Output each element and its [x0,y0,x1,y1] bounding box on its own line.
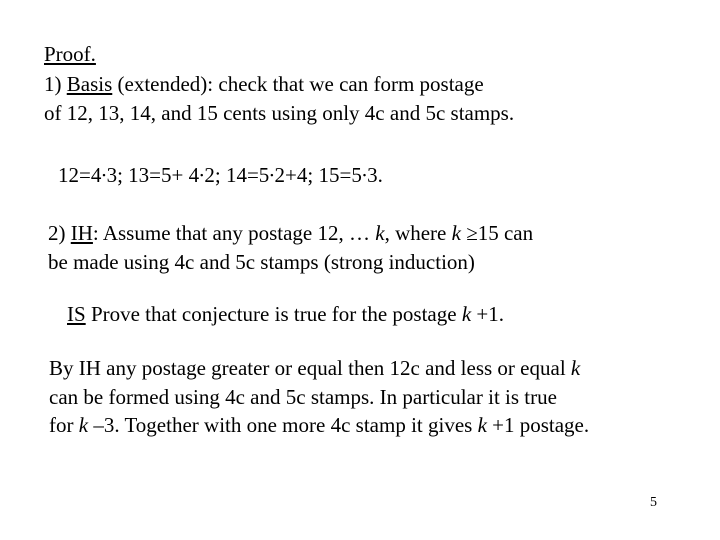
basis-equations-text: 12=4∙3; 13=5+ 4∙2; 14=5∙2+4; 15=5∙3. [58,163,383,187]
basis-equations [58,161,383,189]
conclusion-line-3 [49,411,589,439]
proof-title [44,40,96,68]
basis-label: Basis [66,72,113,96]
ih-line-1-a: : Assume that any postage 12, … [92,221,376,245]
proof-title-text: Proof. [44,42,96,66]
ih-line-1-c: ≥15 can [460,221,534,245]
ih-line-1-b: , where [384,221,452,245]
conclusion-line-2-text: can be formed using 4c and 5c stamps. In particular it is true [49,385,557,409]
is-line [67,300,504,328]
conclusion-line-3-c: +1 postage. [486,413,590,437]
is-text-b: +1. [471,302,504,326]
ih-prefix: 2) [48,221,71,245]
conclusion-line-3-b: –3. Together with one more 4c stamp it gives [88,413,478,437]
basis-line-1-rest: (extended): check that we can form postage [112,72,484,96]
is-label: IS [67,302,86,326]
conclusion-variable-k-2: k [78,413,89,437]
conclusion-line-3-a: for [49,413,79,437]
basis-line-1 [44,70,484,98]
ih-variable-k-1: k [375,221,385,245]
conclusion-line-2 [49,383,557,411]
conclusion-line-1-a: By IH any postage greater or equal then 12c and less or equal [49,356,571,380]
ih-line-2-text: be made using 4c and 5c stamps (strong induction) [48,250,475,274]
ih-variable-k-2: k [451,221,461,245]
slide-number: 5 [650,495,657,510]
is-text-a: Prove that conjecture is true for the postage [85,302,462,326]
conclusion-variable-k-1: k [570,356,581,380]
conclusion-variable-k-3: k [477,413,487,437]
conclusion-line-1 [49,354,580,382]
ih-label: IH [70,221,93,245]
ih-line-2 [48,248,475,276]
ih-line-1 [48,219,533,247]
is-variable-k: k [461,302,472,326]
basis-line-2-text: of 12, 13, 14, and 15 cents using only 4c and 5c stamps. [44,101,515,125]
basis-line-2 [44,99,514,127]
basis-prefix: 1) [44,72,67,96]
